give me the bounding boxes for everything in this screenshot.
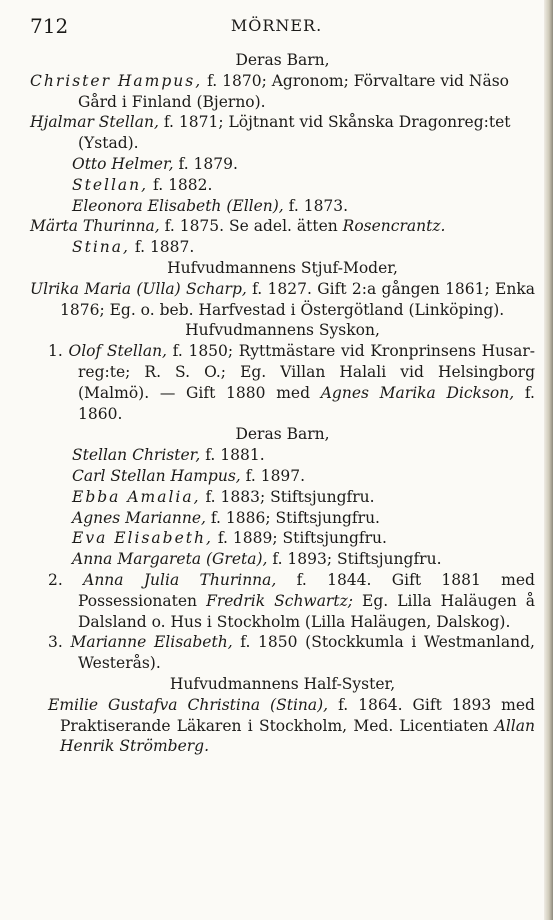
section-heading: Deras Barn,	[235, 425, 330, 444]
list-item: Otto Helmer, f. 1879.	[72, 154, 238, 173]
list-item: Stellan, f. 1882.	[72, 175, 213, 194]
list-item: Märta Thurinna, f. 1875. Se adel. ätten Rosencrantz.	[30, 217, 446, 236]
list-item: Eva Elisabeth, f. 1889; Stiftsjungfru.	[72, 529, 387, 548]
list-item: 1. Olof Stellan, f. 1850; Ryttmästare vid Kronprinsens Husar-reg:te; R. S. O.; Eg. Villan Halali vid Helsingborg (Malmö). — Gift 1880 med Agnes Marika Dickson, f. 1860.	[48, 342, 536, 423]
list-item: Carl Stellan Hampus, f. 1897.	[72, 466, 306, 485]
list-item: Agnes Marianne, f. 1886; Stiftsjungfru.	[72, 508, 380, 527]
section-heading: Deras Barn,	[235, 51, 330, 69]
list-item: Eleonora Elisabeth (Ellen), f. 1873.	[72, 196, 349, 215]
list-item: Hjalmar Stellan, f. 1871; Löjtnant vid Skånska Dragonreg:tet (Ystad).	[30, 113, 511, 153]
page-edge	[544, 0, 553, 920]
page-header	[30, 14, 523, 38]
list-item: Christer Hampus, f. 1870; Agronom; Förvaltare vid Näso Gård i Finland (Bjerno).	[30, 71, 509, 111]
section-heading: Hufvudmannens Stjuf-Moder,	[167, 258, 398, 277]
list-item: Ebba Amalia, f. 1883; Stiftsjungfru.	[72, 487, 375, 506]
list-item: Stellan Christer, f. 1881.	[72, 446, 265, 465]
list-item: Ulrika Maria (Ulla) Scharp, f. 1827. Gift 2:a gången 1861; Enka 1876; Eg. o. beb. Harfvestad i Östergötland (Linköping).	[30, 279, 535, 319]
list-item: Emilie Gustafva Christina (Stina), f. 1864. Gift 1893 med Praktiserande Läkaren i Stockholm, Med. Licentiaten Allan Henrik Strömberg.	[48, 695, 535, 756]
genealogy-text	[30, 50, 535, 757]
list-item: 2. Anna Julia Thurinna, f. 1844. Gift 1881 med Possessionaten Fredrik Schwartz; Eg. Lilla Haläugen å Dalsland o. Hus i Stockholm (Lilla Haläugen, Dalskog).	[48, 570, 535, 631]
section-heading: Hufvudmannens Syskon,	[185, 321, 380, 340]
list-item: Stina, f. 1887.	[72, 238, 195, 257]
list-item: 3. Marianne Elisabeth, f. 1850 (Stockkumla i Westmanland, Westerås).	[48, 633, 535, 673]
section-heading: Hufvudmannens Half-Syster,	[169, 674, 396, 693]
running-title: MÖRNER.	[230, 16, 323, 35]
page-number: 712	[30, 14, 69, 38]
list-item: Anna Margareta (Greta), f. 1893; Stiftsjungfru.	[72, 550, 442, 569]
